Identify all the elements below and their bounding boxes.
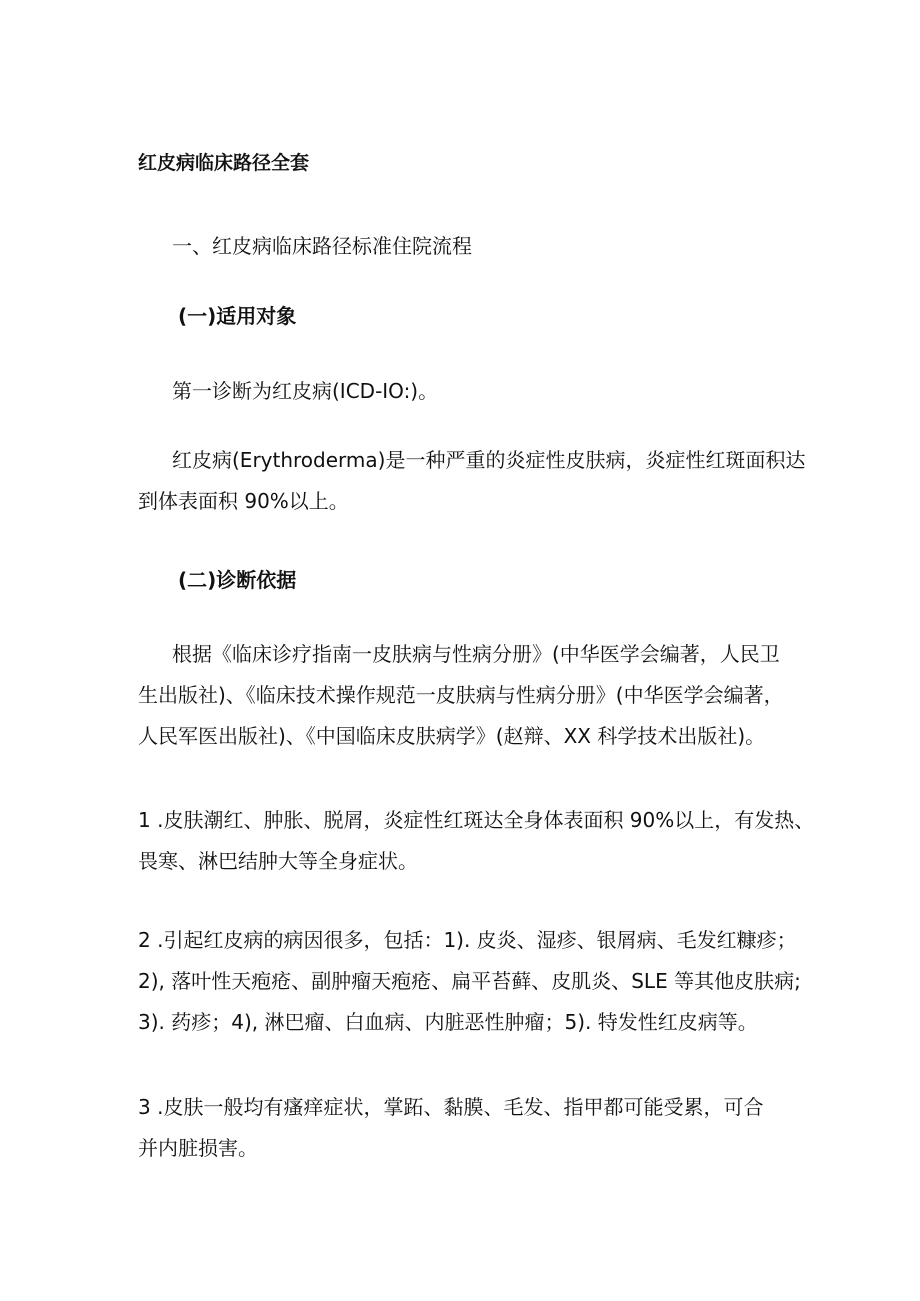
list-item-line: 2), 落叶性天疱疮、副肿瘤天疱疮、扁平苔藓、皮肌炎、SLE 等其他皮肤病; xyxy=(138,969,801,993)
paragraph-line: 到体表面积 90%以上。 xyxy=(138,489,349,513)
paragraph-first-diagnosis: 第一诊断为红皮病(ICD-IO:)。 xyxy=(172,379,439,403)
paragraph-line: 红皮病(Erythroderma)是一种严重的炎症性皮肤病，炎症性红斑面积达 xyxy=(172,448,806,472)
list-item-line: 畏寒、淋巴结肿大等全身症状。 xyxy=(138,849,418,873)
list-item-1 xyxy=(138,800,815,882)
paragraph-definition xyxy=(138,440,806,522)
paragraph-line: 根据《临床诊疗指南一皮肤病与性病分册》(中华医学会编著，人民卫 xyxy=(172,642,780,666)
paragraph-line: 生出版社)、《临床技术操作规范一皮肤病与性病分册》(中华医学会编著， xyxy=(138,683,784,707)
list-item-3 xyxy=(138,1087,798,1169)
list-item-line: 1 .皮肤潮红、肿胀、脱屑，炎症性红斑达全身体表面积 90%以上，有发热、 xyxy=(138,808,815,832)
list-item-line: 3). 药疹；4), 淋巴瘤、白血病、内脏恶性肿瘤；5). 特发性红皮病等。 xyxy=(138,1010,758,1034)
list-item-2 xyxy=(138,920,801,1043)
section-heading-1: 一、红皮病临床路径标准住院流程 xyxy=(172,234,472,258)
list-item-line: 并内脏损害。 xyxy=(138,1136,258,1160)
paragraph-references xyxy=(138,634,798,757)
list-item-line: 2 .引起红皮病的病因很多，包括：1). 皮炎、湿疹、银屑病、毛发红糠疹； xyxy=(138,928,797,952)
paragraph-line: 人民军医出版社)、《中国临床皮肤病学》(赵辩、XX 科学技术出版社)。 xyxy=(138,724,766,748)
subsection-heading-diagnosis-basis: (二)诊断依据 xyxy=(178,568,297,592)
document-title: 红皮病临床路径全套 xyxy=(138,152,310,174)
subsection-heading-applicable-objects: (一)适用对象 xyxy=(178,304,297,328)
list-item-line: 3 .皮肤一般均有瘙痒症状，掌跖、黏膜、毛发、指甲都可能受累，可合 xyxy=(138,1095,764,1119)
